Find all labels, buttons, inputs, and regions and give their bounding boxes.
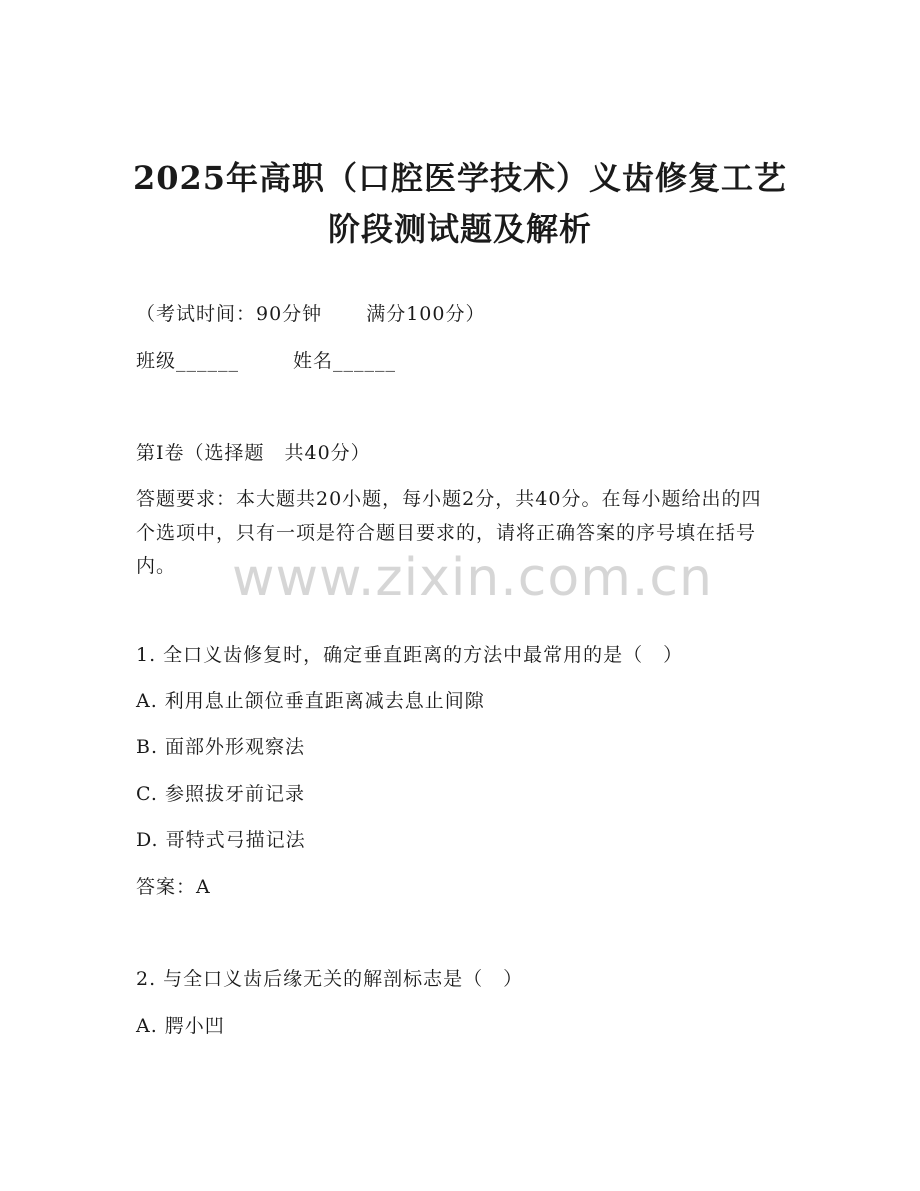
question-1-option-c: C. 参照拔牙前记录 [136,783,305,805]
document-title-line1: 2025年高职（口腔医学技术）义齿修复工艺 [132,159,788,197]
question-1-option-b: B. 面部外形观察法 [136,736,306,758]
question-1-option-a: A. 利用息止颌位垂直距离减去息止间隙 [136,690,485,712]
student-info [136,348,396,374]
instructions: 答题要求：本大题共20小题，每小题2分，共40分。在每小题给出的四个选项中，只有一项是符合题目要求的，请将正确答案的序号填在括号内。 [136,488,762,577]
question-2-stem: 2. 与全口义齿后缘无关的解剖标志是（ ） [136,968,524,990]
name-field: 姓名______ [293,350,397,372]
question-1-stem: 1. 全口义齿修复时，确定垂直距离的方法中最常用的是（ ） [136,644,684,666]
question-2-option-a: A. 腭小凹 [136,1015,225,1037]
full-score: 满分100分） [366,303,486,325]
exam-info [136,301,485,327]
exam-time: （考试时间：90分钟 [136,303,323,325]
section-title: 第I卷（选择题 共40分） [136,442,371,464]
question-1-option-d: D. 哥特式弓描记法 [136,829,306,851]
question-1-answer: 答案：A [136,876,211,898]
watermark: www.zixin.com.cn [232,548,713,608]
document-title-line2: 阶段测试题及解析 [327,210,592,248]
class-field: 班级______ [136,350,240,372]
